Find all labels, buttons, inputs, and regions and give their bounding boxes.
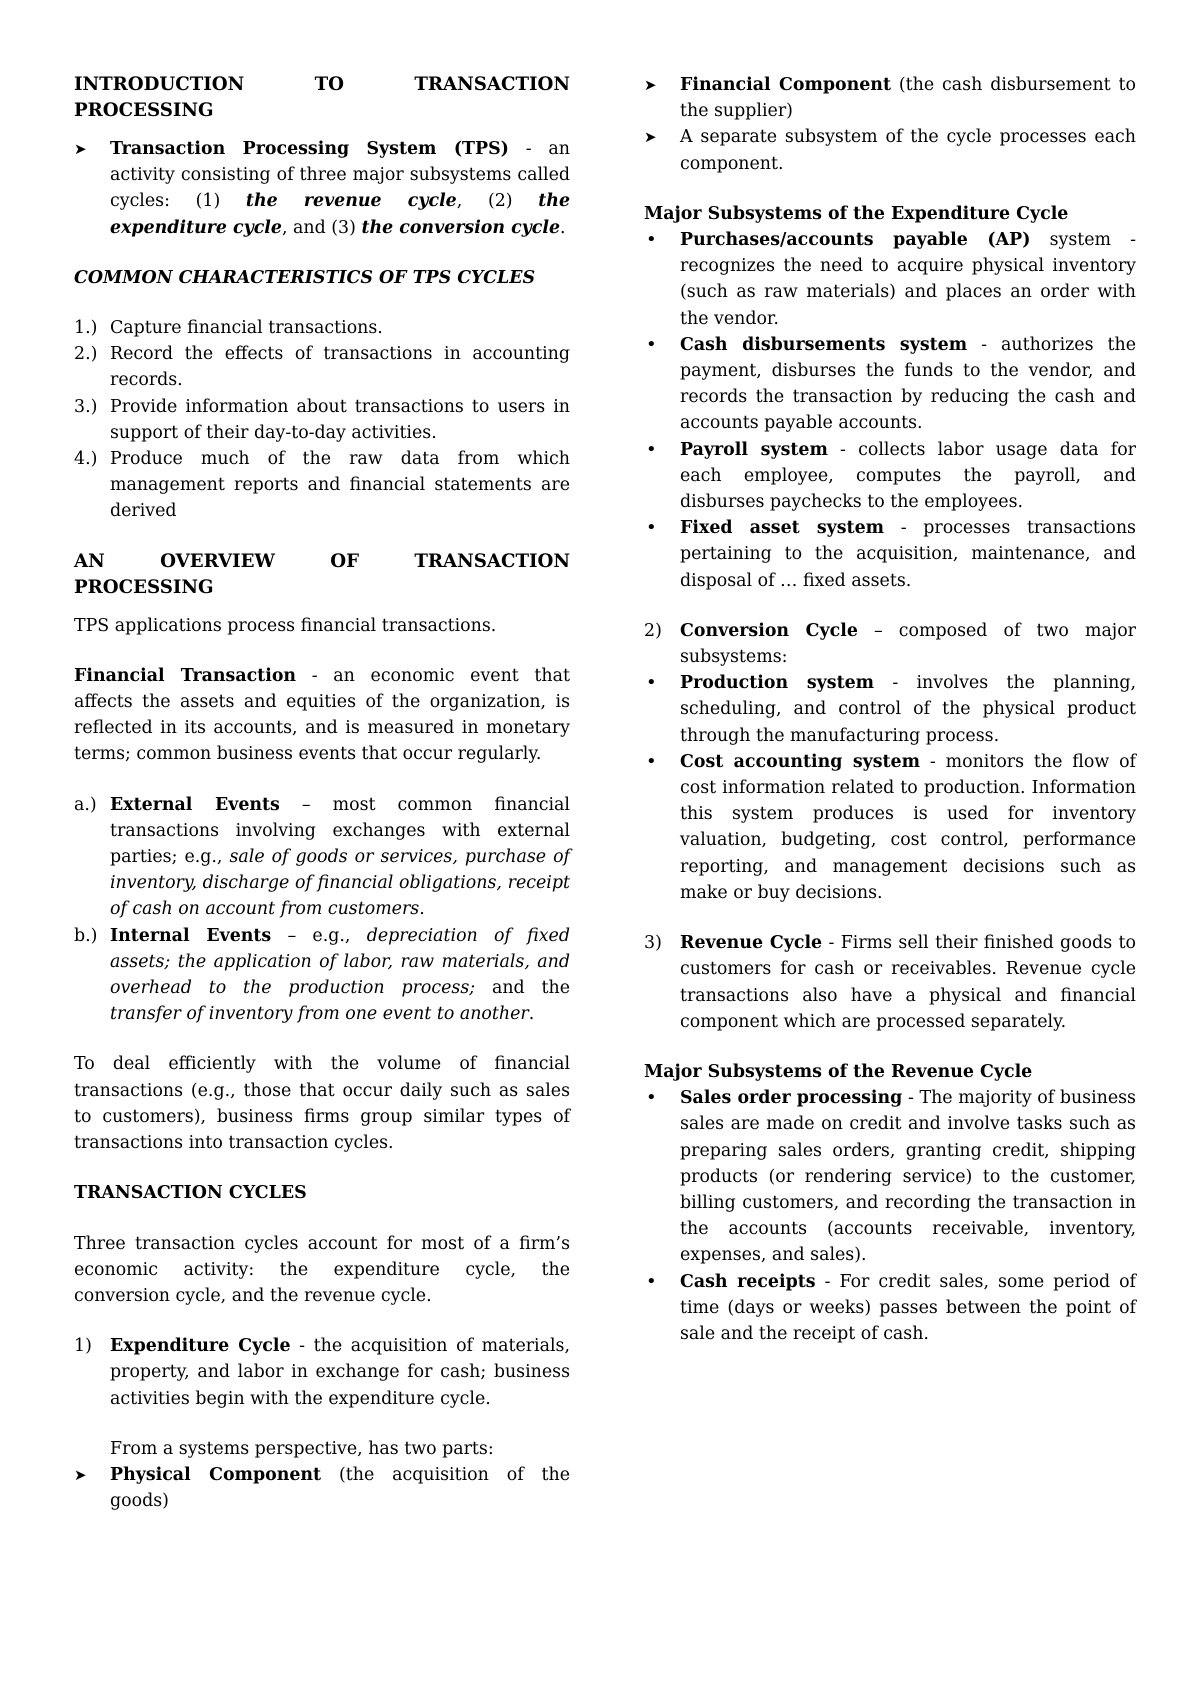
right-column [644,72,1136,1347]
tps-definition: ➤ Transaction Processing System (TPS) - an activity consisting of three major subsystems called cycles: (1) the revenue cycle, (2) the expenditure cycle, and (3) the conversion cycle. [74,136,570,241]
arrow-bullet-icon: ➤ [74,140,87,158]
revenue-subsystems-list [644,1085,1136,1347]
three-cycles-text: Three transaction cycles account for most of a firm’s economic activity: the expenditure cycle, the conversion cycle, and the revenue cycle. [74,1233,570,1306]
tps-definition-list [74,136,570,241]
bullet-icon: • [646,229,657,251]
list-item: 4.) Produce much of the raw data from which management reports and financial statements are derived [74,449,570,522]
systems-perspective-text: From a systems perspective, has two parts: [110,1438,494,1459]
bullet-icon: • [646,750,657,772]
intro-heading-line1: INTRODUCTION TO TRANSACTION [74,74,570,95]
revenue-subsystems-heading: Major Subsystems of the Revenue Cycle [644,1061,1033,1082]
components-list [74,1462,570,1514]
list-item: ➤ Physical Component (the acquisition of the goods) [74,1462,570,1514]
list-item: ➤ Financial Component (the cash disbursement to the supplier) [644,72,1136,124]
list-item: 3.) Provide information about transactions to users in support of their day-to-day activities. [74,396,570,443]
arrow-bullet-icon: ➤ [644,76,657,94]
characteristics-list [74,315,570,525]
list-item: • Cash receipts - For credit sales, some period of time (days or weeks) passes between the point of sale and the receipt of cash. [646,1270,1136,1344]
intro-heading-line2: PROCESSING [74,100,214,121]
bullet-icon: • [646,517,657,539]
expenditure-cycle-item: 1) Expenditure Cycle - the acquisition of materials, property, and labor in exchange for cash; business activities begin with the expenditure cycle. [74,1336,570,1409]
list-item: • Fixed asset system - processes transactions pertaining to the acquisition, maintenance, and disposal of … fixed assets. [646,517,1136,591]
bullet-icon: • [646,333,657,355]
list-item: • Cost accounting system - monitors the flow of cost information related to production. Information this system produces is used for inventory valuation, budgeting, cost control, performance reporting, and management decisions such as make or buy decisions. [646,750,1136,903]
list-item: 1.) Capture financial transactions. [74,318,383,339]
expenditure-subsystems-list [644,227,1136,594]
financial-transaction-definition: Financial Transaction - an economic event that affects the assets and equities of the organization, is reflected in its accounts, and is measured in monetary terms; common business events that occur regularly. [74,665,570,765]
list-item: • Payroll system - collects labor usage data for each employee, computes the payroll, and disburses paychecks to the employees. [646,438,1136,513]
tps-applications-text: TPS applications process financial transactions. [74,615,497,636]
overview-heading-line2: PROCESSING [74,576,214,598]
bullet-icon: • [646,1087,657,1109]
list-item: ➤ A separate subsystem of the cycle processes each component. [644,124,1136,176]
left-column [74,72,570,1514]
bullet-icon: • [646,672,657,694]
arrow-bullet-icon: ➤ [644,128,657,147]
list-item: b.) Internal Events – e.g., depreciation of fixed assets; the application of labor, raw materials, and overhead to the production process; and the transfer of inventory from one event to another. [74,925,570,1025]
bullet-icon: • [646,438,657,460]
list-item: • Purchases/accounts payable (AP) system - recognizes the need to acquire physical inventory (such as raw materials) and places an order with the vendor. [646,229,1136,329]
revenue-cycle-item: 3) Revenue Cycle - Firms sell their finished goods to customers for cash or receivables. Revenue cycle transactions also have a physical and financial component which are processed separately. [644,933,1136,1032]
list-item: 2.) Record the effects of transactions in accounting records. [74,344,570,391]
list-item: a.) External Events – most common financial transactions involving exchanges with external parties; e.g., sale of goods or services, purchase of inventory, discharge of financial obligations, receipt of cash on account from customers. [74,794,570,920]
events-list [74,792,570,1028]
list-item: • Sales order processing - The majority of business sales are made on credit and involve tasks such as preparing sales orders, granting credit, shipping products (or rendering service) to the customer, billing customers, and recording the transaction in the accounts (accounts receivable, inventory, expenses, and sales). [646,1087,1136,1266]
components-list-continued [644,72,1136,177]
conversion-subsystems-list [644,670,1136,906]
list-item: • Production system - involves the planning, scheduling, and control of the physical product through the manufacturing process. [646,672,1137,746]
transaction-cycles-heading: TRANSACTION CYCLES [74,1183,307,1204]
expenditure-subsystems-heading: Major Subsystems of the Expenditure Cycle [644,203,1069,224]
common-characteristics-heading: COMMON CHARACTERISTICS OF TPS CYCLES [74,267,536,288]
bullet-icon: • [646,1270,657,1292]
conversion-cycle-item: 2) Conversion Cycle – composed of two major subsystems: [644,620,1136,668]
overview-heading-line1: AN OVERVIEW OF TRANSACTION [74,550,570,572]
list-item: • Cash disbursements system - authorizes the payment, disburses the funds to the vendor, and records the transaction by reducing the cash and accounts payable accounts. [646,333,1136,434]
deal-efficiently-text: To deal efficiently with the volume of financial transactions (e.g., those that occur daily such as sales to customers), business firms group similar types of transactions into transaction cycles. [74,1054,570,1154]
arrow-bullet-icon: ➤ [74,1465,87,1484]
